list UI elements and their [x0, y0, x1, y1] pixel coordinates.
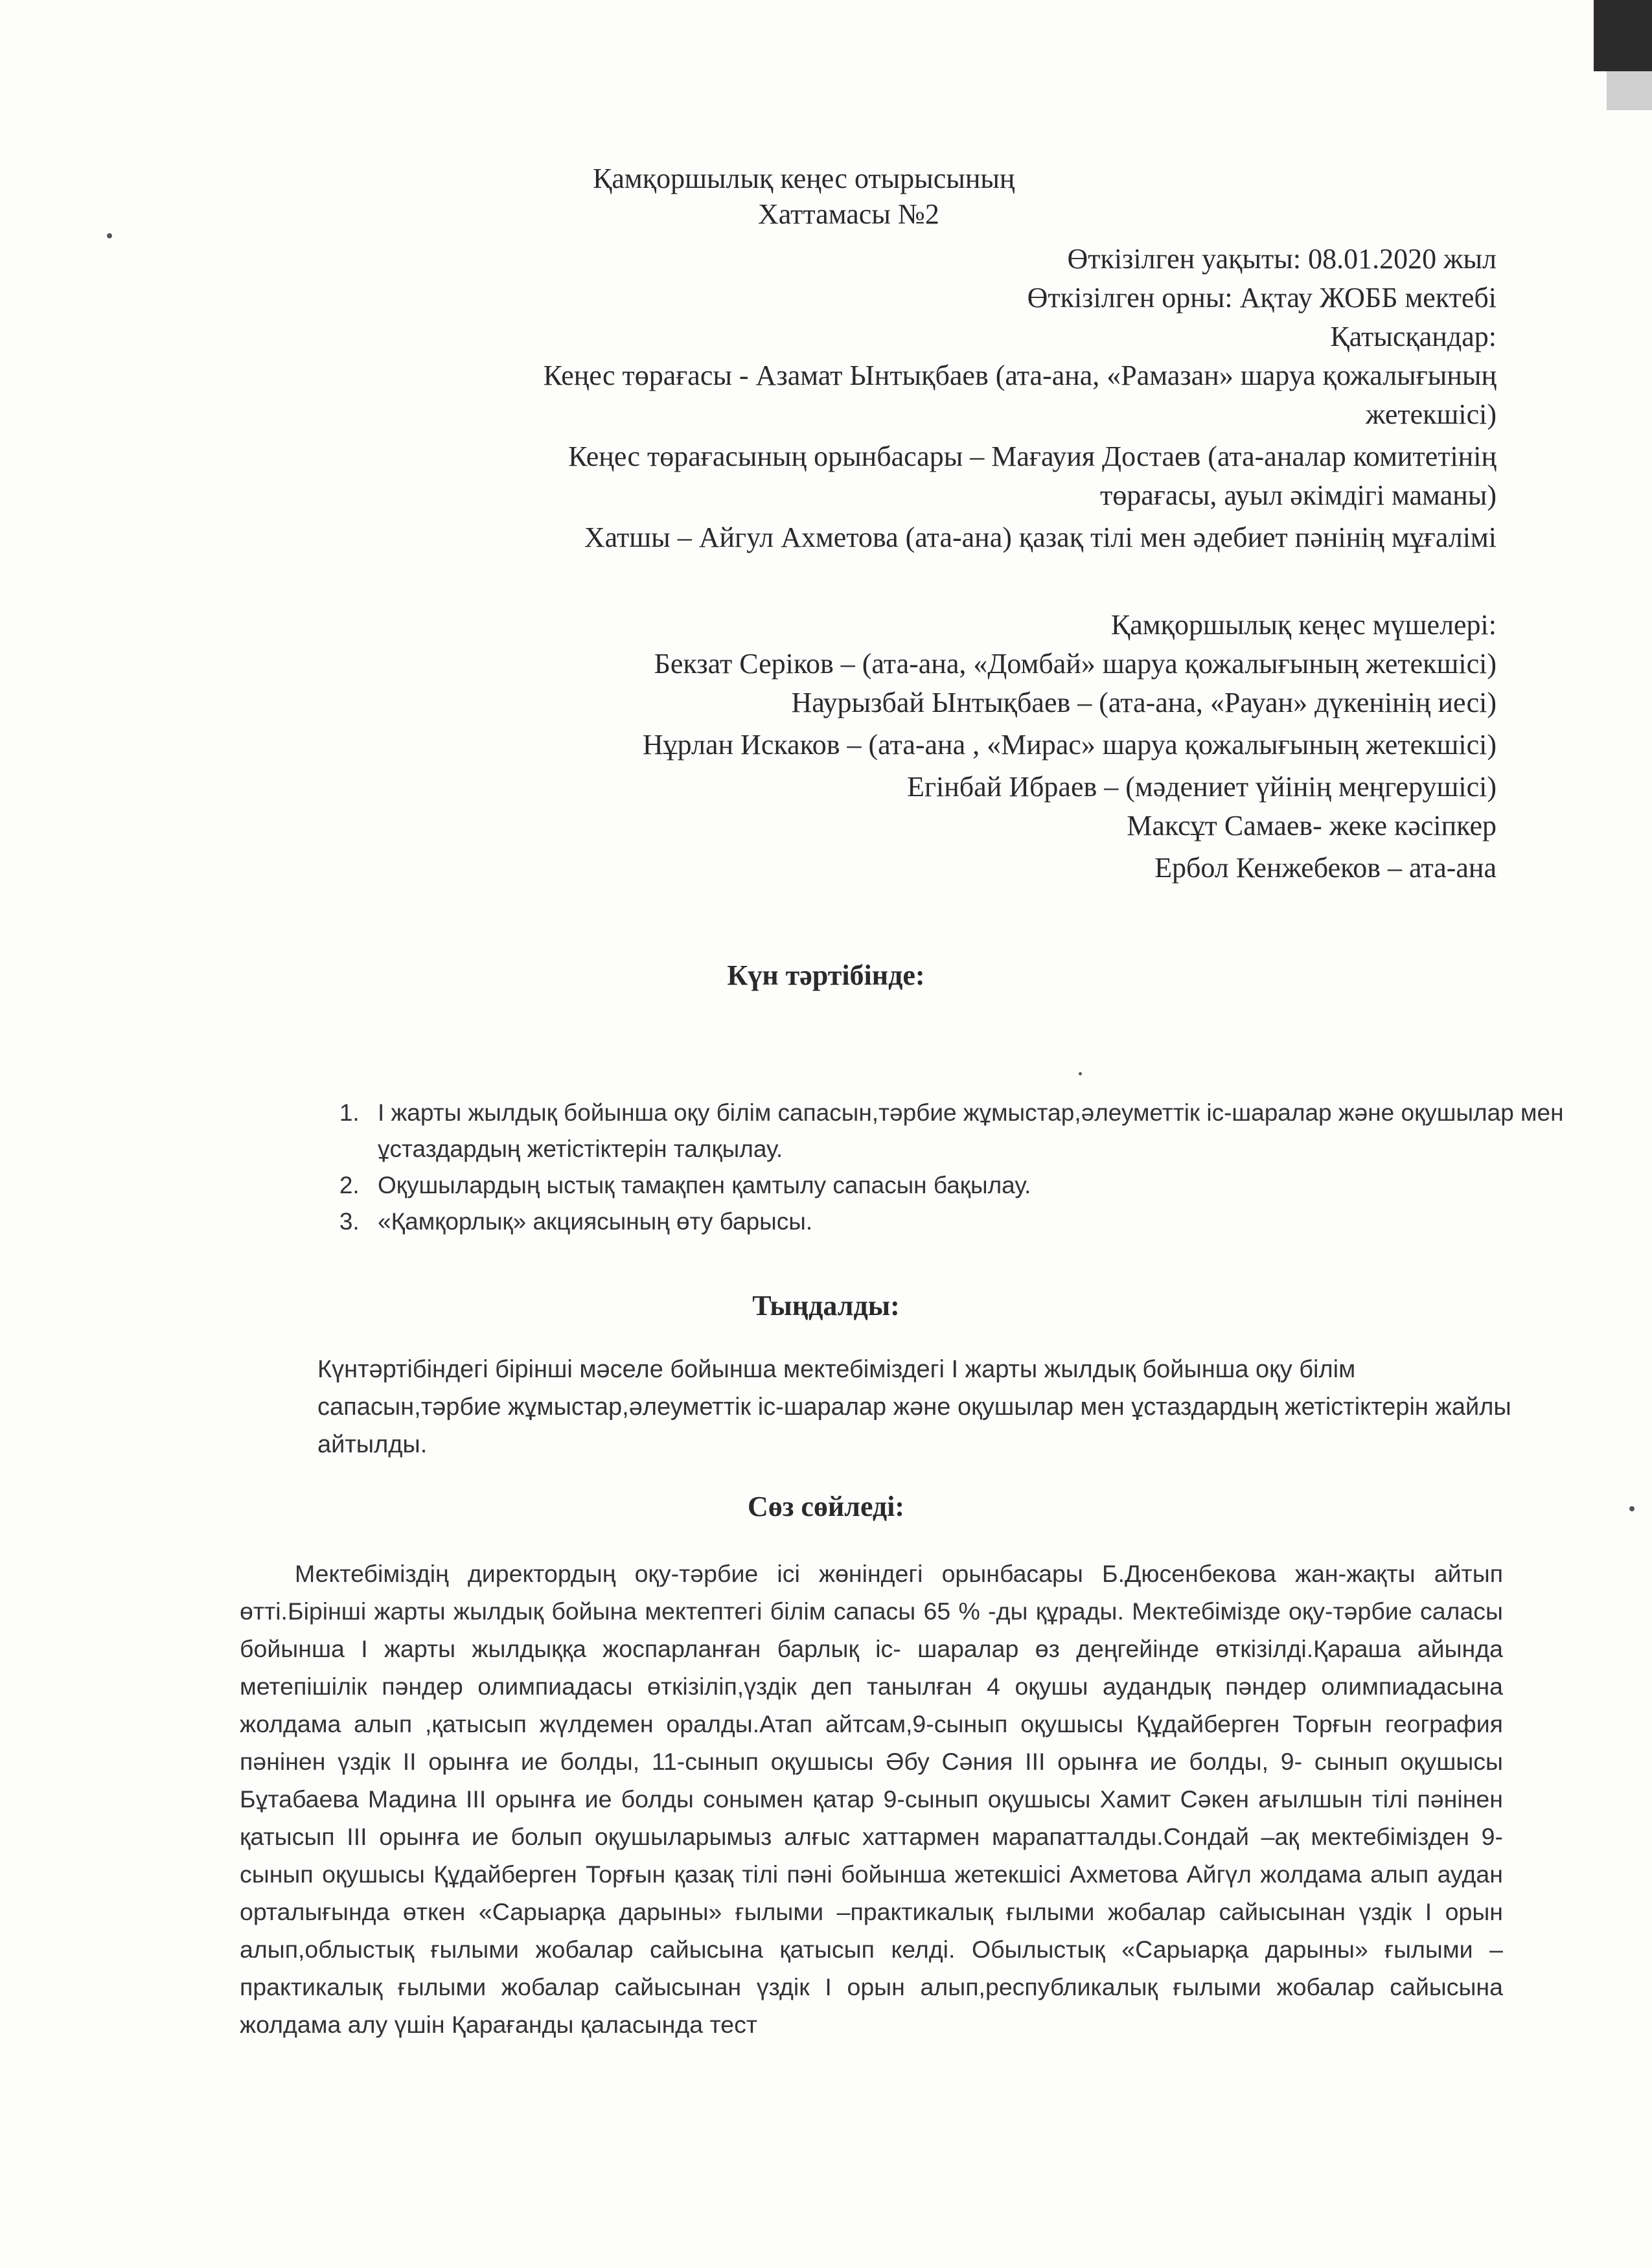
agenda-list: [304, 1095, 1597, 1240]
agenda-item: 3. «Қамқорлық» акциясының өту барысы.: [366, 1204, 1597, 1240]
speech-text: Мектебіміздің директордың оқу-тәрбие ісі жөніндегі орынбасары Б.Дюсенбекова жан-жақты айтып өтті.Бірінші жарты жылдық бойына мектептегі білім сапасы 65 % -ды құрады. Мектебімізде оқу-тәрбие саласы бойынша І жарты жылдыққа жоспарланған барлық іс- шаралар өз деңгейінде өткізілді.Қараша айында метепішілік пәндер олимпиадасы өткізіліп,үздік деп танылған 4 оқушы аудандық пәндер олимпиадасына жолдама алып ,қатысып жүлдемен оралды.Атап айтсам,9-сынып оқушысы Құдайберген Торғын география пәнінен үздік ІІ орынға ие болды, 11-сынып оқушысы Әбу Сәния ІІІ орынға ие болды, 9- сынып оқушысы Бұтабаева Мадина ІІІ орынға ие болды сонымен қатар 9-сынып оқушысы Хамит Сәкен ағылшын тілі пәнінен қатысып ІІІ орынға ие болып оқушыларымыз алғыс хаттармен марапатталды.Сондай –ақ мектебімізден 9-сынып оқушысы Құдайберген Торғын қазақ тілі пәні бойынша жетекшісі Ахметова Айгүл жолдама алып аудан орталығында өткен «Сарыарқа дарыны» ғылыми –практикалық ғылыми жобалар сайысынан үздік І орын алып,облыстық ғылыми жобалар сайысына қатысып келді. Обылыстық «Сарыарқа дарыны» ғылыми –практикалық ғылыми жобалар сайысынан үздік І орын алып,республикалық ғылыми жобалар сайысына жолдама алу үшін Қарағанды қаласында тест: [240, 1560, 1503, 2038]
scan-speck: [107, 233, 112, 238]
meeting-date: Өткізілген уақыты: 08.01.2020 жыл: [1067, 243, 1497, 275]
agenda-item: 2. Оқушылардың ыстық тамақпен қамтылу сапасын бақылау.: [366, 1167, 1597, 1204]
member-item: Максұт Самаев- жеке кәсіпкер: [1127, 810, 1497, 842]
member-item: Егінбай Ибраев – (мәдениет үйінің меңгерушісі): [907, 771, 1497, 803]
vice-chair-line2: төрағасы, ауыл әкімдігі маманы): [1099, 479, 1497, 511]
participants-label: Қатысқандар:: [1330, 321, 1497, 352]
secretary: Хатшы – Айгул Ахметова (ата-ана) қазақ тілі мен әдебиет пәнінің мұғалімі: [584, 521, 1497, 553]
document-title-line2: Хаттамасы №2: [758, 198, 939, 230]
member-item: Наурызбай Ынтықбаев – (ата-ана, «Рауан» дүкенінің иесі): [791, 687, 1497, 718]
chair-line2: жетекшісі): [1366, 398, 1497, 430]
vice-chair-line1: Кеңес төрағасының орынбасары – Мағауия Достаев (ата-аналар комитетінің: [568, 441, 1497, 472]
agenda-heading: Күн тәртібінде:: [727, 959, 925, 991]
chair-line1: Кеңес төрағасы - Азамат Ынтықбаев (ата-ана, «Рамазан» шаруа қожалығының: [543, 360, 1497, 391]
member-item: Нұрлан Искаков – (ата-ана , «Мирас» шаруа қожалығының жетекшісі): [642, 729, 1497, 761]
member-item: Бекзат Серіков – (ата-ана, «Домбай» шаруа қожалығының жетекшісі): [654, 648, 1497, 680]
speech-heading: Сөз сөйледі:: [747, 1491, 905, 1522]
scan-speck: [1629, 1506, 1635, 1511]
members-label: Қамқоршылық кеңес мүшелері:: [1110, 609, 1497, 641]
scan-edge-mark: [1594, 0, 1652, 71]
listened-heading: Тыңдалды:: [752, 1290, 900, 1322]
agenda-item: 1. І жарты жылдық бойынша оқу білім сапасын,тәрбие жұмыстар,әлеуметтік іс-шаралар және оқушылар мен ұстаздардың жетістіктерін талқылау.: [366, 1095, 1597, 1167]
listened-text: Күнтәртібіндегі бірінші мәселе бойынша мектебіміздегі І жарты жылдық бойынша оқу білім сапасын,тәрбие жұмыстар,әлеуметтік іс-шаралар және оқушылар мен ұстаздардың жетістіктерін жайлы айтылды.: [317, 1356, 1511, 1458]
meeting-place: Өткізілген орны: Ақтау ЖОББ мектебі: [1027, 282, 1497, 314]
document-title-line1: Қамқоршылық кеңес отырысының: [593, 163, 1015, 194]
scan-edge-shadow: [1607, 71, 1652, 110]
member-item: Ербол Кенжебеков – ата-ана: [1154, 852, 1497, 884]
scan-speck: [1079, 1072, 1082, 1075]
